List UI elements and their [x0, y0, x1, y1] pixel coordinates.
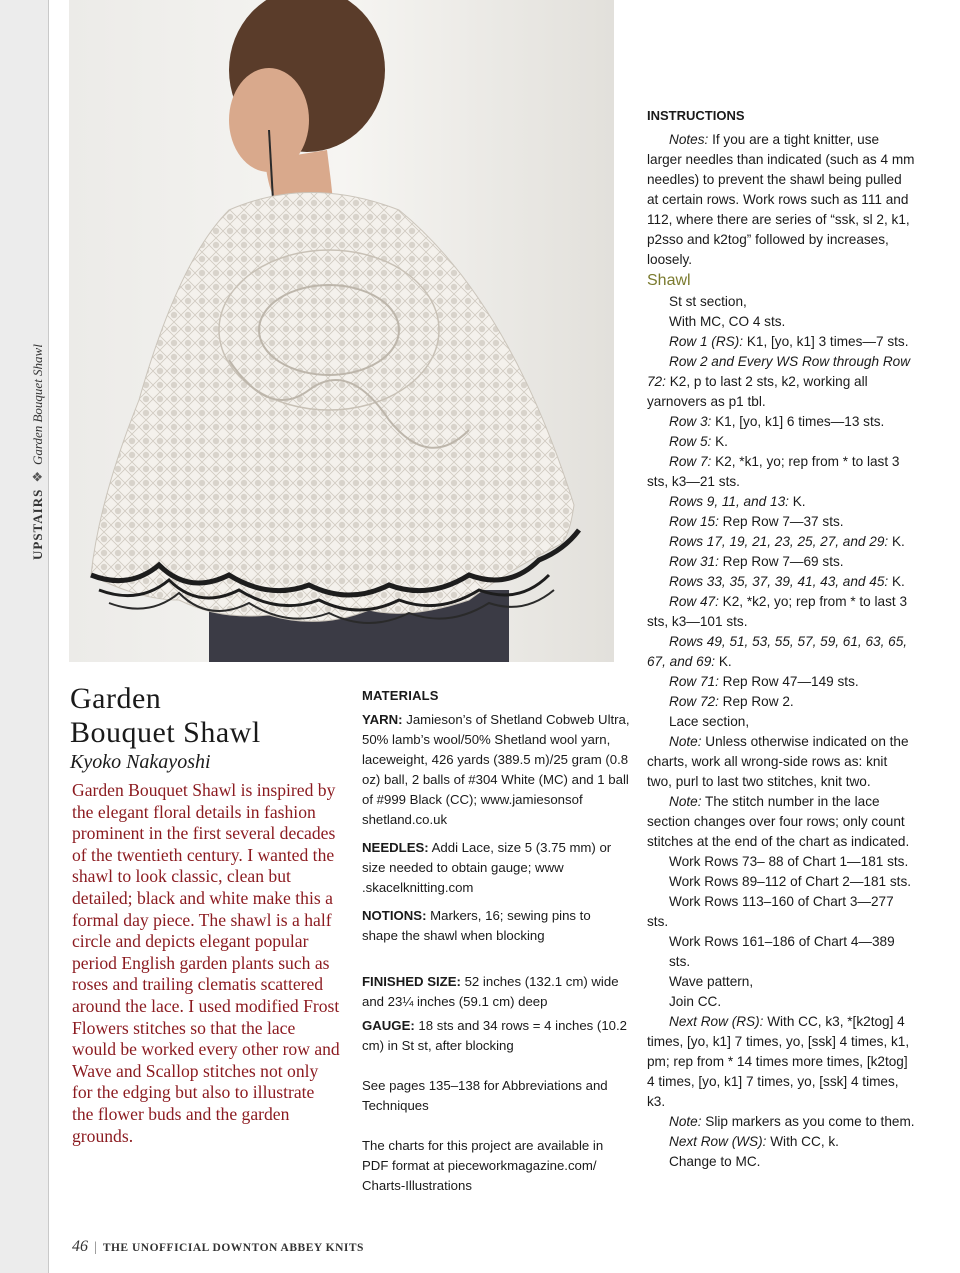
join-cc-line: Join CC. [669, 994, 722, 1009]
rows-33-label: Rows 33, 35, 37, 39, 41, 43, and 45: [669, 574, 889, 589]
row-3 [647, 412, 915, 432]
see-pages-note: See pages 135–138 for Abbreviations and Techniques [362, 1078, 608, 1113]
lace-note-1-text: Unless otherwise indicated on the charts, work all wrong-side rows as: knit two, purl to last two stitches, knit two. [647, 734, 909, 789]
row-5-text: K. [715, 434, 728, 449]
slip-note-text: Slip markers as you come to them. [705, 1114, 915, 1129]
next-row-rs-text: With CC, k3, *[k2tog] 4 times, [yo, k1] 7 times, yo, [ssk] 4 times, k1, pm; rep from * 14 times more times, [k2tog] 4 times, [yo, k1] 7 times, yo, [ssk] 4 times, k3. [647, 1014, 910, 1109]
row-31-label: Row 31: [669, 554, 719, 569]
row-2-text: K2, p to last 2 sts, k2, working all yarnovers as p1 tbl. [647, 374, 868, 409]
row-7-text: K2, *k1, yo; rep from * to last 3 sts, k3—21 sts. [647, 454, 900, 489]
running-head-section: UPSTAIRS [30, 488, 45, 560]
gauge-entry [362, 1016, 630, 1056]
article-title [70, 682, 261, 750]
chart-2-line: Work Rows 89–112 of Chart 2—181 sts. [669, 874, 912, 889]
materials-heading: MATERIALS [362, 688, 439, 703]
lace-note-1 [647, 732, 915, 792]
page-footer [72, 1238, 364, 1256]
row-5 [647, 432, 915, 452]
row-1-label: Row 1 (RS): [669, 334, 744, 349]
needles-label: NEEDLES: [362, 840, 429, 855]
wave-pattern-line: Wave pattern, [669, 974, 754, 989]
row-3-text: K1, [yo, k1] 6 times—13 sts. [715, 414, 885, 429]
size-text: 52 inches (132.1 cm) wide and 23¼ inches (59.1 cm) deep [362, 974, 619, 1009]
author-byline: Kyoko Nakayoshi [70, 751, 211, 773]
instructions-heading: INSTRUCTIONS [647, 108, 745, 123]
row-15-text: Rep Row 7—37 sts. [722, 514, 844, 529]
rows-9-label: Rows 9, 11, and 13: [669, 494, 789, 509]
rows-17-text: K. [891, 534, 905, 549]
charts-note: The charts for this project are available in PDF format at pieceworkmagazine.com/ Charts-Illustrations [362, 1138, 604, 1193]
row-47-label: Row 47: [669, 594, 719, 609]
shawl-photo-illustration [69, 0, 614, 662]
notions-label: NOTIONS: [362, 908, 427, 923]
chart-3-line: Work Rows 113–160 of Chart 3—277 sts. [647, 894, 894, 929]
materials-section [362, 686, 630, 1196]
row-5-label: Row 5: [669, 434, 712, 449]
row-7 [647, 452, 915, 492]
rows-33-45 [647, 572, 915, 592]
rows-49-label: Rows 49, 51, 53, 55, 57, 59, 61, 63, 65, 67, and 69: [647, 634, 908, 669]
gauge-text: 18 sts and 34 rows = 4 inches (10.2 cm) in St st, after blocking [362, 1018, 627, 1053]
running-head-ornament: ❖ [30, 471, 45, 483]
gutter-edge [48, 0, 49, 1273]
row-3-label: Row 3: [669, 414, 712, 429]
rows-9-13 [647, 492, 915, 512]
size-entry [362, 972, 630, 1012]
shawl-photo [69, 0, 614, 662]
next-row-rs [647, 1012, 915, 1112]
lace-note-2-text: The stitch number in the lace section changes over four rows; only count stitches at the end of the chart as indicated. [647, 794, 910, 849]
needles-entry [362, 838, 630, 898]
notions-text: Markers, 16; sewing pins to shape the shawl when blocking [362, 908, 591, 943]
rows-9-text: K. [792, 494, 806, 509]
next-row-ws-text: With CC, k. [770, 1134, 839, 1149]
slip-note-label: Note: [669, 1114, 702, 1129]
row-47-text: K2, *k2, yo; rep from * to last 3 sts, k3—101 sts. [647, 594, 908, 629]
notions-entry [362, 906, 630, 946]
yarn-text: Jamieson’s of Shetland Cobweb Ultra, 50% lamb’s wool/50% Shetland wool yarn, laceweight, 426 yards (389.5 m)/25 gram (0.8 oz) ball, 2 balls of #304 White (MC) and 1 ball of #999 Black (CC); www.jamiesonsof shetland.co.uk [362, 712, 630, 827]
footer-separator: | [94, 1240, 97, 1255]
rows-17-29 [647, 532, 915, 552]
row-72 [647, 692, 915, 712]
yarn-label: YARN: [362, 712, 403, 727]
row-47 [647, 592, 915, 632]
page-number: 46 [72, 1238, 88, 1255]
next-row-ws-label: Next Row (WS): [669, 1134, 767, 1149]
row-72-label: Row 72: [669, 694, 719, 709]
rows-33-text: K. [891, 574, 905, 589]
notes-paragraph [647, 130, 915, 270]
title-line-2: Bouquet Shawl [70, 716, 261, 749]
row-71-label: Row 71: [669, 674, 719, 689]
row-1 [647, 332, 915, 352]
change-to-mc-line: Change to MC. [669, 1154, 761, 1169]
yarn-entry [362, 710, 630, 830]
row-15-label: Row 15: [669, 514, 719, 529]
footer-book-title: THE UNOFFICIAL DOWNTON ABBEY KNITS [102, 1242, 364, 1254]
chart-1-line: Work Rows 73– 88 of Chart 1—181 sts. [669, 854, 909, 869]
cast-on-line: With MC, CO 4 sts. [669, 314, 786, 329]
row-71-text: Rep Row 47—149 sts. [722, 674, 859, 689]
slip-markers-note [647, 1112, 915, 1132]
lace-note-2-label: Note: [669, 794, 702, 809]
instructions-section [647, 106, 915, 1172]
gauge-label: GAUGE: [362, 1018, 415, 1033]
lace-note-2 [647, 792, 915, 852]
row-2-label: Row 2 and Every WS Row through Row 72: [647, 354, 911, 389]
row-1-text: K1, [yo, k1] 3 times—7 sts. [746, 334, 909, 349]
row-31 [647, 552, 915, 572]
row-72-text: Rep Row 2. [722, 694, 794, 709]
next-row-rs-label: Next Row (RS): [669, 1014, 764, 1029]
row-71 [647, 672, 915, 692]
row-15 [647, 512, 915, 532]
lace-section-line: Lace section, [669, 714, 750, 729]
chart-4-line: Work Rows 161–186 of Chart 4—389 sts. [669, 934, 895, 969]
lace-note-1-label: Note: [669, 734, 702, 749]
st-section-line: St st section, [669, 294, 747, 309]
size-label: FINISHED SIZE: [362, 974, 461, 989]
page-gutter [0, 0, 48, 1273]
next-row-ws [647, 1132, 915, 1152]
rows-49-69 [647, 632, 915, 672]
needles-text: Addi Lace, size 5 (3.75 mm) or size needed to obtain gauge; www .skacelknitting.com [362, 840, 612, 895]
notes-text: If you are a tight knitter, use larger needles than indicated (such as 4 mm needles) to prevent the shawl being pulled at certain rows. Work rows such as 111 and 112, where there are series of “ssk, sl 2, k1, p2sso and k2tog” followed by increases, loosely. [647, 132, 915, 267]
title-line-1: Garden [70, 682, 162, 715]
rows-17-label: Rows 17, 19, 21, 23, 25, 27, and 29: [669, 534, 889, 549]
shawl-subheading: Shawl [647, 272, 691, 289]
rows-49-text: K. [718, 654, 732, 669]
row-7-label: Row 7: [669, 454, 712, 469]
notes-label: Notes: [669, 132, 709, 147]
running-head-title: Garden Bouquet Shawl [30, 344, 45, 465]
row-31-text: Rep Row 7—69 sts. [722, 554, 844, 569]
row-2 [647, 352, 915, 412]
intro-paragraph: Garden Bouquet Shawl is inspired by the elegant floral details in fashion prominent in the first several decades of the twentieth century. I wanted the shawl to look classic, clean but detailed; black and white make this a formal day piece. The shawl is a half circle and depicts elegant popular period English garden plants such as roses and trailing clematis scattered around the lace. I used modified Frost Flowers stitches so that the lace would be worked every other row and Wave and Scallop stitches not only for the edging but also to illustrate the flower buds and the garden grounds. [72, 780, 340, 1146]
